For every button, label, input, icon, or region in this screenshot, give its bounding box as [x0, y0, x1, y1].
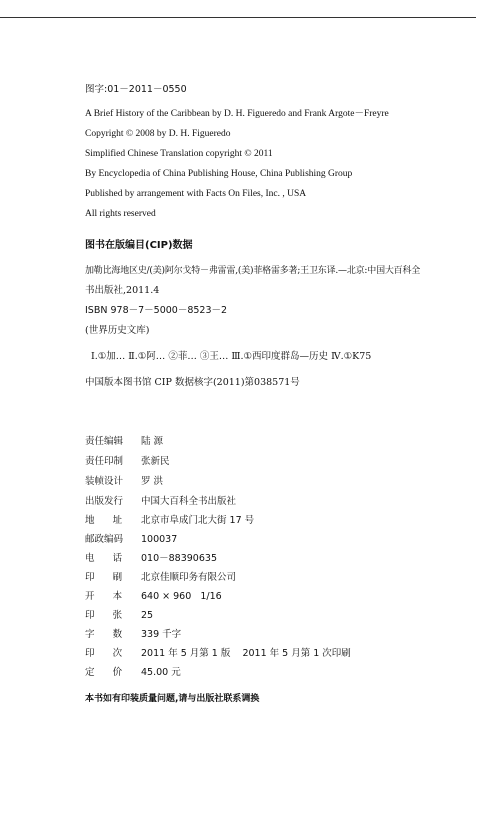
- staff-value: 北京市阜成门北大街 17 号: [141, 515, 255, 526]
- staff-value: 2011 年 5 月第 1 版 2011 年 5 月第 1 次印刷: [141, 648, 351, 659]
- staff-value: 罗 洪: [141, 476, 164, 487]
- staff-label: 地 址: [85, 515, 123, 526]
- staff-value: 45.00 元: [141, 667, 181, 678]
- staff-value: 中国大百科全书出版社: [141, 496, 237, 507]
- cip-heading: 图书在版编目(CIP)数据: [85, 240, 193, 251]
- staff-row: [85, 436, 163, 448]
- staff-label: 电 话: [85, 553, 123, 564]
- staff-row: [85, 534, 177, 546]
- copyright-line-6: All rights reserved: [85, 209, 156, 219]
- staff-value: 陆 源: [141, 436, 164, 447]
- tuzi-number: 图字:01－2011－0550: [85, 84, 187, 95]
- top-rule: [0, 17, 476, 18]
- cip-classification: Ⅰ.①加… Ⅱ.①阿… ②菲… ③王… Ⅲ.①西印度群岛—历史 Ⅳ.①K75: [91, 351, 372, 362]
- copyright-line-3: Simplified Chinese Translation copyright © 2011: [85, 149, 273, 159]
- quality-notice: 本书如有印装质量问题,请与出版社联系调换: [85, 694, 260, 704]
- staff-label: 装帧设计: [85, 476, 124, 487]
- staff-value: 640 × 960 1/16: [141, 591, 222, 602]
- copyright-line-1: A Brief History of the Caribbean by D. H. Figueredo and Frank Argote－Freyre: [85, 109, 389, 119]
- staff-label: 开 本: [85, 591, 123, 602]
- staff-row: [85, 591, 222, 603]
- staff-label: 印 次: [85, 648, 123, 659]
- staff-label: 责任编辑: [85, 436, 124, 447]
- copyright-line-5: Published by arrangement with Facts On Files, Inc. , USA: [85, 189, 307, 199]
- copyright-line-2: Copyright © 2008 by D. H. Figueredo: [85, 129, 231, 139]
- cip-isbn: ISBN 978－7－5000－8523－2: [85, 305, 228, 316]
- staff-value: 25: [141, 610, 154, 621]
- staff-value: 北京佳顺印务有限公司: [141, 572, 237, 583]
- cip-line-1: 加勒比海地区史/(美)阿尔戈特－弗雷雷,(美)菲格雷多著;王卫东译.—北京:中国大百科全: [85, 266, 421, 276]
- staff-row: [85, 648, 351, 660]
- staff-row: [85, 572, 236, 584]
- cip-line-2: 书出版社,2011.4: [85, 285, 160, 296]
- staff-row: [85, 515, 254, 527]
- staff-value: 张新民: [141, 456, 170, 467]
- cip-series: (世界历史文库): [85, 325, 150, 336]
- copyright-line-4: By Encyclopedia of China Publishing House, China Publishing Group: [85, 169, 353, 179]
- staff-row: [85, 456, 170, 468]
- staff-label: 定 价: [85, 667, 123, 678]
- staff-row: [85, 629, 181, 641]
- staff-label: 邮政编码: [85, 534, 124, 545]
- staff-value: 339 千字: [141, 629, 182, 640]
- staff-row: [85, 553, 217, 565]
- cip-verify: 中国版本图书馆 CIP 数据核字(2011)第038571号: [85, 377, 300, 388]
- staff-label: 字 数: [85, 629, 123, 640]
- staff-row: [85, 496, 236, 508]
- staff-label: 出版发行: [85, 496, 124, 507]
- staff-value: 010－88390635: [141, 553, 217, 564]
- staff-value: 100037: [141, 534, 178, 545]
- staff-row: [85, 667, 181, 679]
- staff-label: 责任印制: [85, 456, 124, 467]
- staff-row: [85, 610, 153, 622]
- staff-label: 印 张: [85, 610, 123, 621]
- staff-label: 印 刷: [85, 572, 123, 583]
- staff-row: [85, 476, 163, 488]
